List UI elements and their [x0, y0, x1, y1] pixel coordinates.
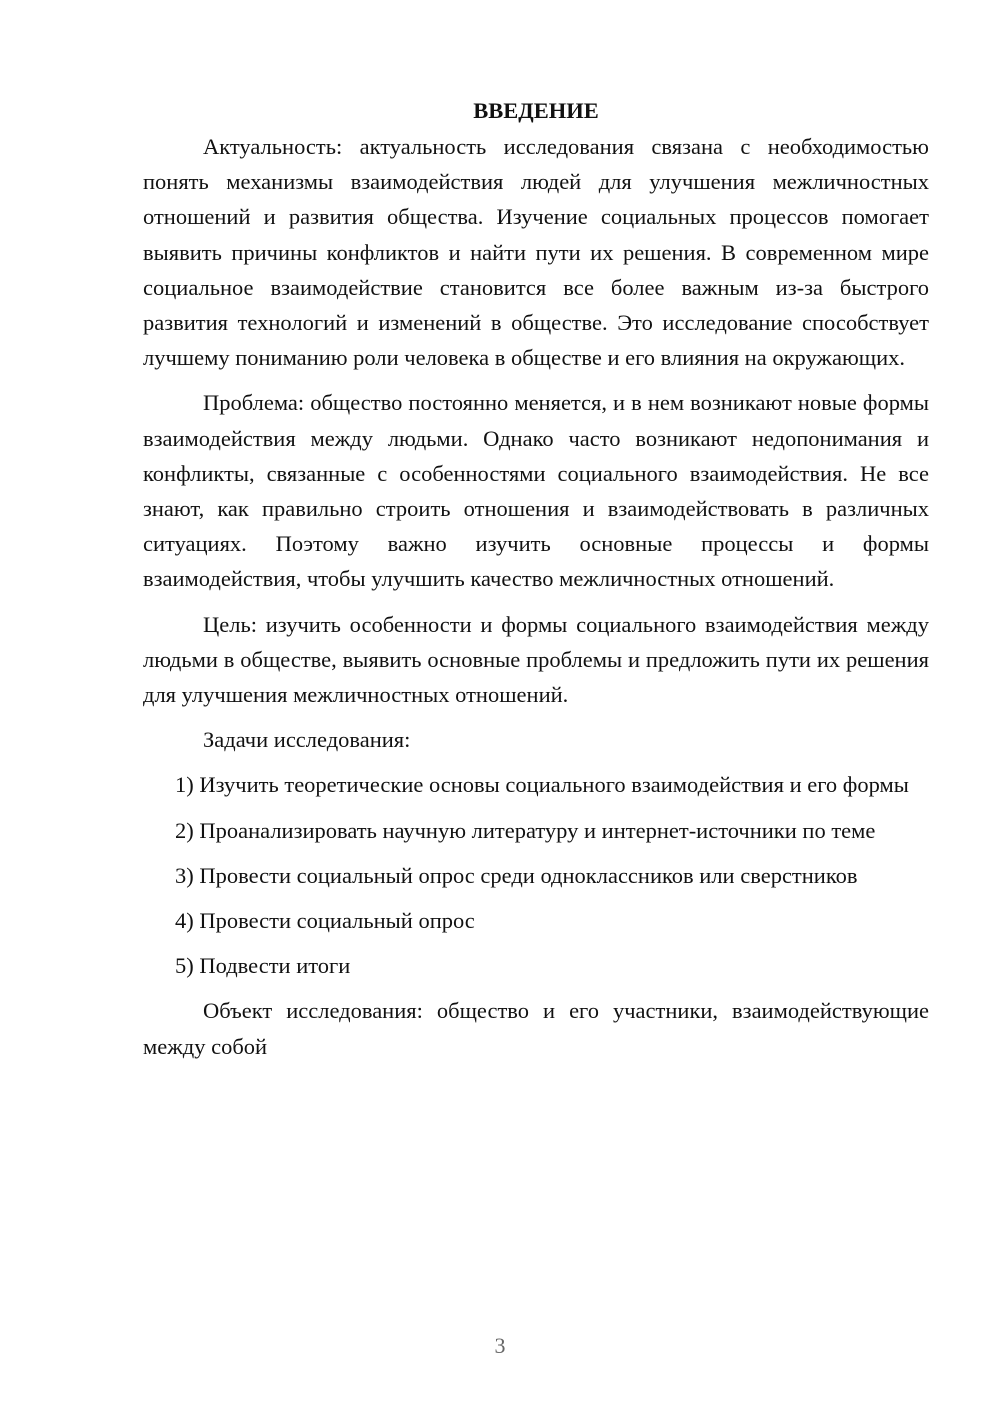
relevance-paragraph: Актуальность: актуальность исследования связана с необходимостью понять механизмы взаимодействия людей для улучшения межличностных отношений и развития общества. Изучение социальных процессов помогает выявить причины конфликтов и найти пути их решения. В современном мире социальное взаимодействие становится все более важным из-за быстрого развития технологий и изменений в обществе. Это исследование способствует лучшему пониманию роли человека в обществе и его влияния на окружающих. — [143, 134, 929, 371]
page-title: ВВЕДЕНИЕ — [473, 98, 599, 123]
page-number: 3 — [494, 1333, 506, 1358]
object-paragraph: Объект исследования: общество и его участники, взаимодействующие между собой — [143, 998, 929, 1059]
problem-paragraph: Проблема: общество постоянно меняется, и в нем возникают новые формы взаимодействия между людьми. Однако часто возникают недопонимания и конфликты, связанные с особенностями социального взаимодействия. Не все знают, как правильно строить отношения и взаимодействовать в различных ситуациях. Поэтому важно изучить основные процессы и формы взаимодействия, чтобы улучшить качество межличностных отношений. — [143, 390, 929, 592]
task-item-2: 2) Проанализировать научную литературу и интернет-источники по теме — [175, 817, 876, 843]
task-item-3: 3) Провести социальный опрос среди одноклассников или сверстников — [175, 862, 858, 888]
page-body — [143, 96, 929, 1064]
task-item-5: 5) Подвести итоги — [175, 953, 351, 979]
goal-paragraph: Цель: изучить особенности и формы социального взаимодействия между людьми в обществе, выявить основные проблемы и предложить пути их решения для улучшения межличностных отношений. — [143, 611, 929, 708]
task-item-1: 1) Изучить теоретические основы социального взаимодействия и его формы — [175, 772, 909, 798]
task-item-4: 4) Провести социальный опрос — [175, 908, 475, 934]
tasks-heading: Задачи исследования: — [203, 727, 411, 753]
